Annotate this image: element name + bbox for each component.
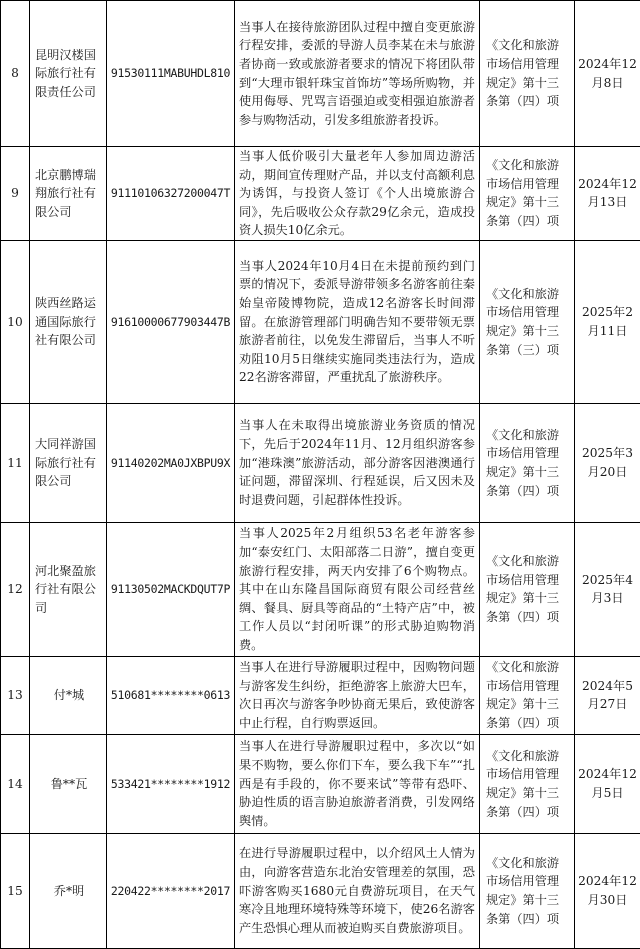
legal-basis: 《文化和旅游市场信用管理规定》第十三条第（四）项: [480, 522, 575, 656]
table-row: [1, 147, 640, 241]
credit-code: 91130502MACKDQUT7P: [107, 522, 235, 656]
violation-description: 在进行导游履职过程中，以介绍风土人情为由，向游客营造东北治安管理差的氛围，恐吓游客购买1680元自费游玩项目，在天气寒冷且地理环境特殊等环境下，使26名游客产生恐惧心理从而被迫购买自费旅游项目。: [235, 833, 480, 948]
decision-date: 2024年12月13日: [575, 147, 640, 241]
party-name: 大同祥游国际旅行社有限公司: [30, 403, 107, 522]
row-number: 12: [1, 522, 30, 656]
decision-date: 2025年2月11日: [575, 240, 640, 403]
decision-date: 2024年12月30日: [575, 833, 640, 948]
credit-code: 91530111MABUHDL810: [107, 1, 235, 147]
table-row: [1, 403, 640, 522]
decision-date: 2024年12月8日: [575, 1, 640, 147]
decision-date: 2024年5月27日: [575, 656, 640, 734]
credit-code: 91140202MA0JXBPU9X: [107, 403, 235, 522]
credit-code: 220422********2017: [107, 833, 235, 948]
legal-basis: 《文化和旅游市场信用管理规定》第十三条第（三）项: [480, 240, 575, 403]
party-name: 乔*明: [30, 833, 107, 948]
violation-description: 当事人低价吸引大量老年人参加周边游活动，期间宣传理财产品，并以支付高额利息为诱饵，与投资人签订《个人出境旅游合同》，先后吸收公众存款29亿余元，造成投资人损失10亿余元。: [235, 147, 480, 241]
legal-basis: 《文化和旅游市场信用管理规定》第十三条第（四）项: [480, 833, 575, 948]
violation-description: 当事人在进行导游履职过程中，因购物问题与游客发生纠纷，拒绝游客上旅游大巴车，次日再次与游客争吵协商无果后，致使游客中止行程，自行购票返回。: [235, 656, 480, 734]
table-row: [1, 240, 640, 403]
table-row: [1, 522, 640, 656]
decision-date: 2025年3月20日: [575, 403, 640, 522]
credit-code: 91110106327200047T: [107, 147, 235, 241]
legal-basis: 《文化和旅游市场信用管理规定》第十三条第（四）项: [480, 656, 575, 734]
party-name: 陕西丝路运通国际旅行社有限公司: [30, 240, 107, 403]
table-row: [1, 734, 640, 833]
table-row: [1, 1, 640, 147]
row-number: 8: [1, 1, 30, 147]
credit-code: 91610000677903447B: [107, 240, 235, 403]
violation-description: 当事人在未取得出境旅游业务资质的情况下，先后于2024年11月、12月组织游客参加“港珠澳”旅游活动，部分游客因港澳通行证问题，滞留深圳、行程延误，后又因未及时退费问题，引起群体性投诉。: [235, 403, 480, 522]
row-number: 10: [1, 240, 30, 403]
table-row: [1, 656, 640, 734]
credit-code: 533421********1912: [107, 734, 235, 833]
party-name: 付*城: [30, 656, 107, 734]
row-number: 14: [1, 734, 30, 833]
row-number: 15: [1, 833, 30, 948]
legal-basis: 《文化和旅游市场信用管理规定》第十三条第（四）项: [480, 734, 575, 833]
party-name: 昆明汉楼国际旅行社有限责任公司: [30, 1, 107, 147]
table-row: [1, 833, 640, 948]
violation-description: 当事人2024年10月4日在未提前预约到门票的情况下，委派导游带领多名游客前往秦始皇帝陵博物院，造成12名游客长时间滞留。在旅游管理部门明确告知不要带领无票旅游者前往，以免发生滞留后，当事人不听劝阻10月5日继续实施同类违法行为，造成22名游客滞留，严重扰乱了旅游秩序。: [235, 240, 480, 403]
decision-date: 2025年4月3日: [575, 522, 640, 656]
party-name: 鲁**瓦: [30, 734, 107, 833]
credit-code: 510681********0613: [107, 656, 235, 734]
violation-description: 当事人在进行导游履职过程中，多次以“如果不购物，要么你们下车，要么我下车”“扎西是有手段的，你不要来试”等带有恐吓、胁迫性质的语言胁迫旅游者消费，引发网络舆情。: [235, 734, 480, 833]
legal-basis: 《文化和旅游市场信用管理规定》第十三条第（四）项: [480, 1, 575, 147]
violation-description: 当事人2025年2月组织53名老年游客参加“泰安红门、太阳部落二日游”，擅自变更旅游行程安排，两天内安排了6个购物点。其中在山东隆昌国际商贸有限公司经营丝绸、餐具、厨具等商品的“土特产店”中，被工作人员以“封闭听课”的形式胁迫购物消费。: [235, 522, 480, 656]
legal-basis: 《文化和旅游市场信用管理规定》第十三条第（四）项: [480, 403, 575, 522]
violation-description: 当事人在接待旅游团队过程中擅自变更旅游行程安排，委派的导游人员李某在未与旅游者协商一致或旅游者要求的情况下将团队带到“大理市银轩珠宝首饰坊”等场所购物，并使用侮辱、咒骂言语强迫或变相强迫旅游者参与购物活动，引发多组旅游者投诉。: [235, 1, 480, 147]
row-number: 13: [1, 656, 30, 734]
party-name: 北京鹏博瑞翔旅行社有限公司: [30, 147, 107, 241]
party-name: 河北聚盈旅行社有限公司: [30, 522, 107, 656]
decision-date: 2024年12月5日: [575, 734, 640, 833]
legal-basis: 《文化和旅游市场信用管理规定》第十三条第（四）项: [480, 147, 575, 241]
row-number: 11: [1, 403, 30, 522]
row-number: 9: [1, 147, 30, 241]
